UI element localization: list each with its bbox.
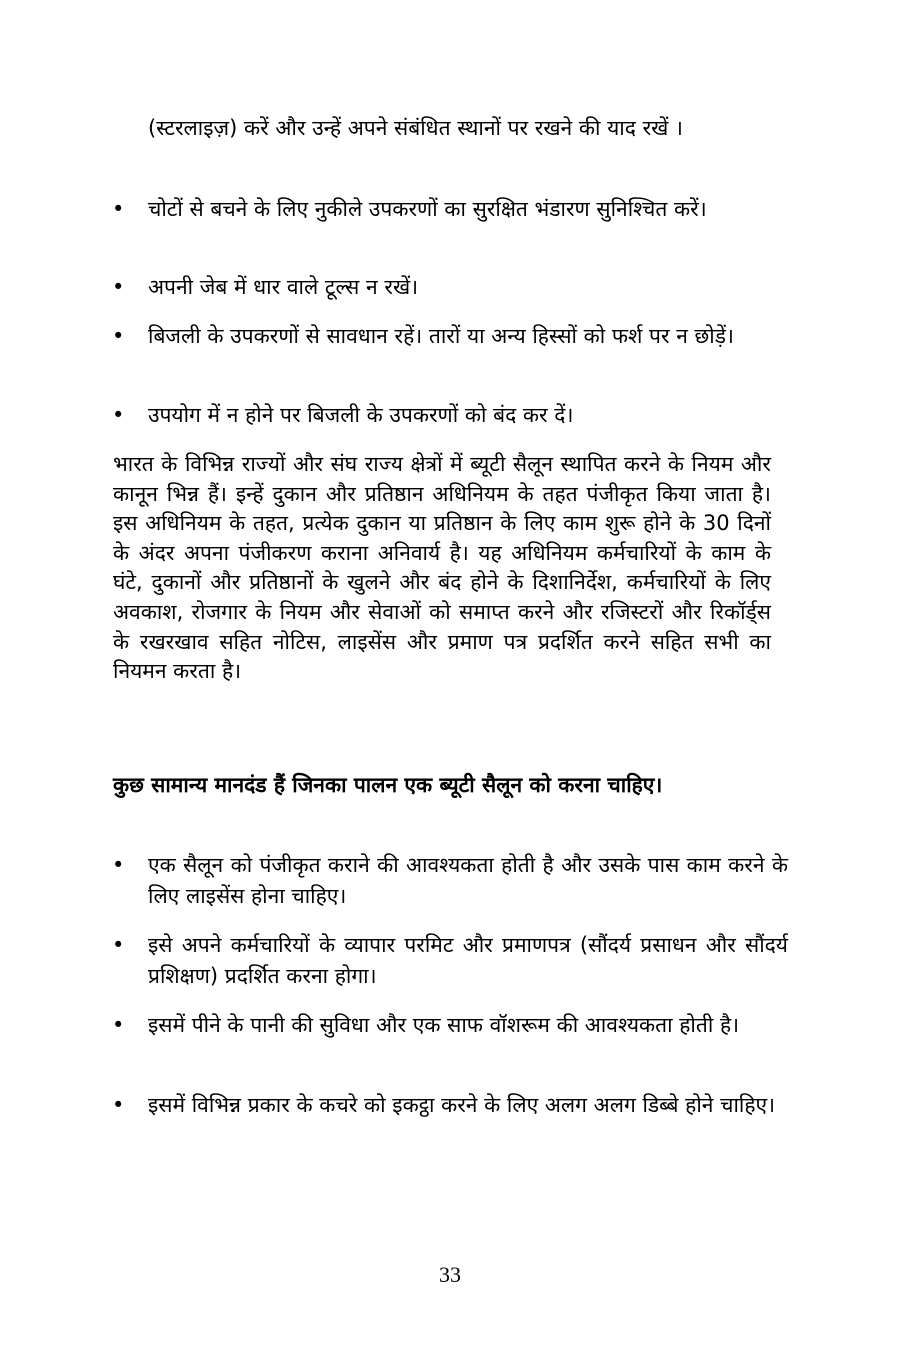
bullet-marker: •	[112, 853, 125, 877]
list-item	[112, 1090, 788, 1121]
list-item-text: इसमें विभिन्न प्रकार के कचरे को इकट्ठा करने के लिए अलग अलग डिब्बे होने चाहिए।	[148, 1093, 776, 1117]
list-item	[112, 272, 788, 303]
bullet-marker: •	[112, 197, 125, 221]
continuation-text: (स्टरलाइज़) करें और उन्हें अपने संबंधित स्थानों पर रखने की याद रखें ।	[148, 116, 683, 140]
list-item-text: उपयोग में न होने पर बिजली के उपकरणों को बंद कर दें।	[148, 403, 574, 427]
page-number: 33	[439, 1262, 461, 1287]
bullet-marker: •	[112, 1013, 125, 1037]
list-item	[112, 321, 788, 352]
section-heading: कुछ सामान्य मानदंड हैं जिनका पालन एक ब्यूटी सैलून को करना चाहिए।	[113, 773, 663, 797]
bullet-marker: •	[112, 403, 125, 427]
list-item-text: चोटों से बचने के लिए नुकीले उपकरणों का सुरक्षित भंडारण सुनिश्चित करें।	[148, 197, 707, 221]
list-item-text: बिजली के उपकरणों से सावधान रहें। तारों या अन्य हिस्सों को फर्श पर न छोड़ें।	[148, 324, 734, 348]
list-item	[112, 194, 788, 225]
list-item-text: अपनी जेब में धार वाले टूल्स न रखें।	[148, 275, 419, 299]
list-item	[112, 1010, 788, 1041]
bullet-marker: •	[112, 275, 125, 299]
list-item	[112, 400, 788, 431]
bullet-marker: •	[112, 933, 125, 957]
list-item	[112, 850, 788, 912]
bullet-marker: •	[112, 324, 125, 348]
list-item-text: इसमें पीने के पानी की सुविधा और एक साफ वॉशरूम की आवश्यकता होती है।	[148, 1013, 740, 1037]
list-item	[112, 930, 788, 992]
regulation-paragraph: भारत के विभिन्न राज्यों और संघ राज्य क्षेत्रों में ब्यूटी सैलून स्थापित करने के नियम और कानून भिन्न हैं। इन्हें दुकान और प्रतिष्ठान अधिनियम के तहत पंजीकृत किया जाता है। इस अधिनियम के तहत, प्रत्येक दुकान या प्रतिष्ठान के लिए काम शुरू होने के 30 दिनों के अंदर अपना पंजीकरण कराना अनिवार्य है। यह अधिनियम कर्मचारियों के काम के घंटे, दुकानों और प्रतिष्ठानों के खुलने और बंद होने के दिशानिर्देश, कर्मचारियों के लिए अवकाश, रोजगार के नियम और सेवाओं को समाप्त करने और रजिस्टरों और रिकॉर्ड्स के रखरखाव सहित नोटिस, लाइसेंस और प्रमाण पत्र प्रदर्शित करने सहित सभी का नियमन करता है।	[113, 452, 771, 684]
list-item-text: एक सैलून को पंजीकृत कराने की आवश्यकता होती है और उसके पास काम करने के लिए लाइसेंस होना चाहिए।	[148, 853, 788, 908]
bullet-marker: •	[112, 1093, 125, 1117]
list-item-text: इसे अपने कर्मचारियों के व्यापार परमिट और प्रमाणपत्र (सौंदर्य प्रसाधन और सौंदर्य प्रशिक्षण) प्रदर्शित करना होगा।	[148, 933, 788, 988]
